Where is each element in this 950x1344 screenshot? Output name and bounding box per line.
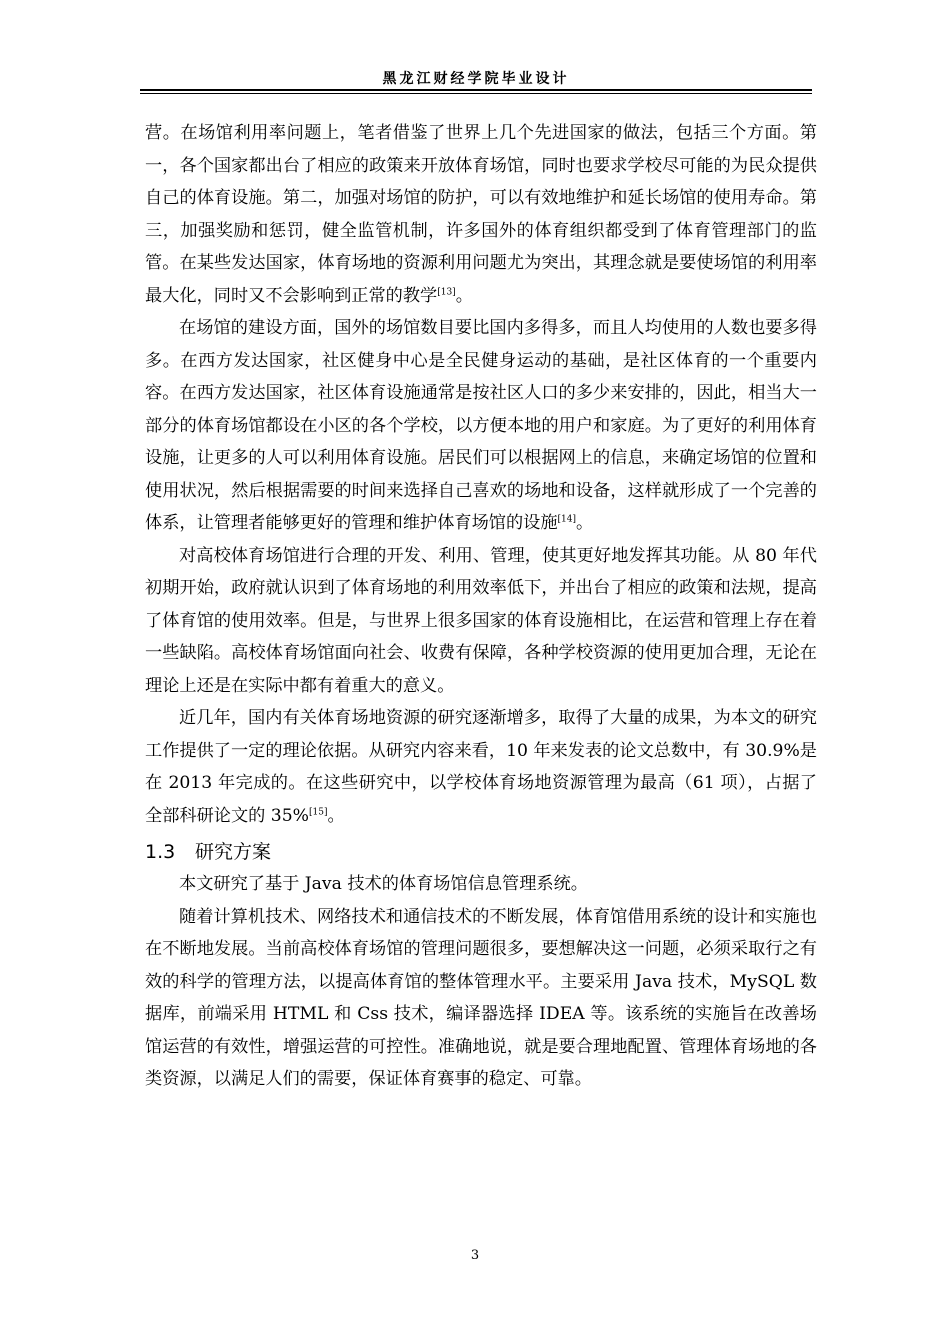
header-rule-thick xyxy=(140,89,812,91)
paragraph-text: 营。在场馆利用率问题上，笔者借鉴了世界上几个先进国家的做法，包括三个方面。第一，各个国家都出台了相应的政策来开放体育场馆，同时也要求学校尽可能的为民众提供自己的体育设施。第二，加强对场馆的防护，可以有效地维护和延长场馆的使用寿命。第三，加强奖励和惩罚，健全监管机制，许多国外的体育组织都受到了体育管理部门的监管。在某些发达国家，体育场地的资源利用问题尤为突出，其理念就是要使场馆的利用率最大化，同时又不会影响到正常的教学 xyxy=(145,123,817,306)
header-title: 黑龙江财经学院毕业设计 xyxy=(382,71,570,87)
section-paragraph-1 xyxy=(145,868,817,901)
section-number: 1.3 xyxy=(145,841,176,863)
paragraph-text: 近几年，国内有关体育场地资源的研究逐渐增多，取得了大量的成果，为本文的研究工作提供了一定的理论依据。从研究内容来看，10 年来发表的论文总数中，有 30.9%是在 2013 年完成的。在这些研究中，以学校体育场地资源管理为最高（61 项），占据了全部科研论文的 35% xyxy=(145,708,817,826)
paragraph-text: 对高校体育场馆进行合理的开发、利用、管理，使其更好地发挥其功能。从 80 年代初期开始，政府就认识到了体育场地的利用效率低下，并出台了相应的政策和法规，提高了体育馆的使用效率。但是，与世界上很多国家的体育设施相比，在运营和管理上存在着一些缺陷。高校体育场馆面向社会、收费有保障，各种学校资源的使用更加合理，无论在理论上还是在实际中都有着重大的意义。 xyxy=(145,545,817,696)
paragraph-text: 随着计算机技术、网络技术和通信技术的不断发展，体育馆借用系统的设计和实施也在不断地发展。当前高校体育场馆的管理问题很多，要想解决这一问题，必须采取行之有效的科学的管理方法，以提高体育馆的整体管理水平。主要采用 Java 技术，MySQL 数据库，前端采用 HTML 和 Css 技术，编译器选择 IDEA 等。该系统的实施旨在改善场馆运营的有效性，增强运营的可控性。准确地说，就是要合理地配置、管理体育场地的各类资源，以满足人们的需要，保证体育赛事的稳定、可靠。 xyxy=(145,906,817,1089)
paragraph-tail: 。 xyxy=(455,285,473,306)
paragraph-3 xyxy=(145,540,817,703)
citation-ref: [15] xyxy=(308,806,328,817)
page-header xyxy=(140,68,812,96)
section-title: 研究方案 xyxy=(195,841,272,863)
paragraph-tail: 。 xyxy=(327,805,345,826)
section-paragraph-2 xyxy=(145,901,817,1096)
header-rule-thin xyxy=(140,93,812,94)
citation-ref: [14] xyxy=(557,514,576,525)
paragraph-tail: 。 xyxy=(576,513,594,533)
paragraph-1 xyxy=(145,117,817,312)
paragraph-2 xyxy=(145,312,817,540)
paragraph-text: 在场馆的建设方面，国外的场馆数目要比国内多得多，而且人均使用的人数也要多得多。在西方发达国家，社区健身中心是全民健身运动的基础，是社区体育的一个重要内容。在西方发达国家，社区体育设施通常是按社区人口的多少来安排的，因此，相当大一部分的体育场馆都设在小区的各个学校，以方便本地的用户和家庭。为了更好的利用体育设施，让更多的人可以利用体育设施。居民们可以根据网上的信息，来确定场馆的位置和使用状况，然后根据需要的时间来选择自己喜欢的场地和设备，这样就形成了一个完善的体系，让管理者能够更好的管理和维护体育场馆的设施 xyxy=(145,318,817,533)
page-number: 3 xyxy=(470,1248,480,1263)
paragraph-text: 本文研究了基于 Java 技术的体育场馆信息管理系统。 xyxy=(179,874,588,894)
page-body xyxy=(145,117,817,1096)
section-heading xyxy=(145,836,817,868)
citation-ref: [13] xyxy=(437,286,456,297)
paragraph-4 xyxy=(145,702,817,832)
